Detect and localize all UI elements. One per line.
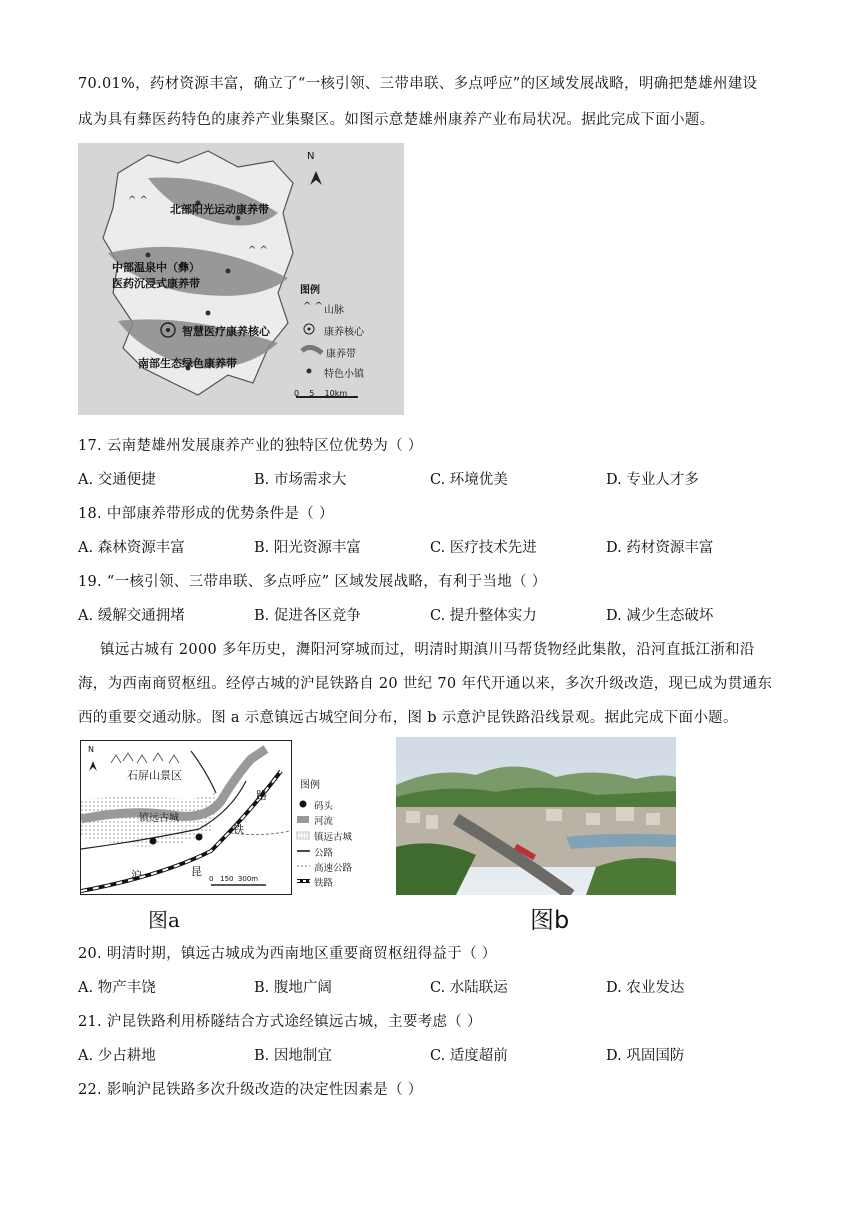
rail-label-hu: 沪 [131,869,142,882]
q17-option-d[interactable]: D. 专业人才多 [606,472,699,488]
q18-option-d[interactable]: D. 药材资源丰富 [606,540,714,556]
q19-stem: 19. “一核引领、三带串联、多点呼应” 区域发展战略，有利于当地（ ） [78,574,547,590]
q18-stem: 18. 中部康养带形成的优势条件是（ ） [78,506,334,522]
q18-option-b[interactable]: B. 阳光资源丰富 [254,540,361,556]
map1-legend-title: 图例 [300,285,320,296]
q17-option-b[interactable]: B. 市场需求大 [254,472,347,488]
q19-option-b[interactable]: B. 促进各区竞争 [254,608,361,624]
q21-option-a[interactable]: A. 少占耕地 [78,1048,156,1064]
town-label: 镇远古城 [139,813,179,824]
scenic-label: 石屏山景区 [127,769,182,782]
q17-option-a[interactable]: A. 交通便捷 [78,472,156,488]
passage2-line-3: 西的重要交通动脉。图 a 示意镇远古城空间分布，图 b 示意沪昆铁路沿线景观。据此完成下面小题。 [78,710,738,726]
zhenyuan-map [80,740,292,895]
q20-option-b[interactable]: B. 腹地广阔 [254,980,332,996]
legend-dock: 码头 [314,801,334,812]
map1-scale: 0 5 10km [294,389,348,398]
map2-north-label: N [88,745,94,754]
legend-core: 康养核心 [324,327,364,338]
q21-option-c[interactable]: C. 适度超前 [430,1048,508,1064]
belt-middle-label-1: 中部温泉中（彝） [112,261,200,274]
map2-legend-title: 图例 [300,780,320,791]
legend-mountain: 山脉 [324,305,344,316]
chuxiong-map [78,143,404,415]
legend-town: 特色小镇 [324,369,364,380]
q19-option-a[interactable]: A. 缓解交通拥堵 [78,608,185,624]
q21-option-b[interactable]: B. 因地制宜 [254,1048,332,1064]
passage2-line-2: 海，为西南商贸枢纽。经停古城的沪昆铁路自 20 世纪 70 年代开通以来，多次升级改造，现已成为贯通东 [78,676,773,692]
rail-label-tie: 铁 [233,823,244,836]
zhenyuan-legend [296,770,366,900]
map1-north-label: N [307,151,315,162]
q20-stem: 20. 明清时期，镇远古城成为西南地区重要商贸枢纽得益于（ ） [78,946,497,962]
belt-middle-label-2: 医药沉浸式康养带 [112,277,200,290]
legend-ancient-town: 镇远古城 [314,832,353,843]
railway-photo-graphic [396,737,676,895]
rail-label-lu: 路 [256,789,267,802]
legend-belt: 康养带 [326,349,356,360]
legend-road: 公路 [314,848,334,859]
svg-text:^ ^: ^ ^ [248,245,268,256]
railway-photo [396,737,676,895]
q21-option-d[interactable]: D. 巩固国防 [606,1048,685,1064]
legend-river: 河流 [314,816,334,827]
zhenyuan-map-graphic [81,741,290,893]
figure-a-caption: 图a [148,908,180,932]
legend-railway: 铁路 [314,878,334,889]
q17-stem: 17. 云南楚雄州发展康养产业的独特区位优势为（ ） [78,438,423,454]
q18-option-c[interactable]: C. 医疗技术先进 [430,540,537,556]
map2-scale: 0 150 300m [209,875,259,883]
passage2-line-1: 镇远古城有 2000 多年历史，㵲阳河穿城而过，明清时期滇川马帮货物经此集散，沿河直抵江浙和沿 [100,642,755,658]
belt-south-label: 南部生态绿色康养带 [138,357,237,370]
q17-option-c[interactable]: C. 环境优美 [430,472,508,488]
q22-stem: 22. 影响沪昆铁路多次升级改造的决定性因素是（ ） [78,1082,423,1098]
legend-highway: 高速公路 [314,863,353,874]
q19-option-c[interactable]: C. 提升整体实力 [430,608,537,624]
svg-text:^ ^: ^ ^ [303,301,323,312]
q20-option-c[interactable]: C. 水陆联运 [430,980,508,996]
q21-stem: 21. 沪昆铁路利用桥隧结合方式途经镇远古城，主要考虑（ ） [78,1014,482,1030]
svg-text:^ ^: ^ ^ [128,195,148,206]
q20-option-d[interactable]: D. 农业发达 [606,980,685,996]
intro-line-2: 成为具有彝医药特色的康养产业集聚区。如图示意楚雄州康养产业布局状况。据此完成下面小题。 [78,112,715,128]
q20-option-a[interactable]: A. 物产丰饶 [78,980,156,996]
rail-label-kun: 昆 [191,865,202,878]
figure-b-caption: 图b [530,906,570,934]
q19-option-d[interactable]: D. 减少生态破坏 [606,608,714,624]
belt-north-label: 北部阳光运动康养带 [170,203,269,216]
intro-line-1: 70.01%，药材资源丰富，确立了“一核引领、三带串联、多点呼应”的区域发展战略，明确把楚雄州建设 [78,76,758,92]
core-label: 智慧医疗康养核心 [182,325,270,338]
q18-option-a[interactable]: A. 森林资源丰富 [78,540,185,556]
